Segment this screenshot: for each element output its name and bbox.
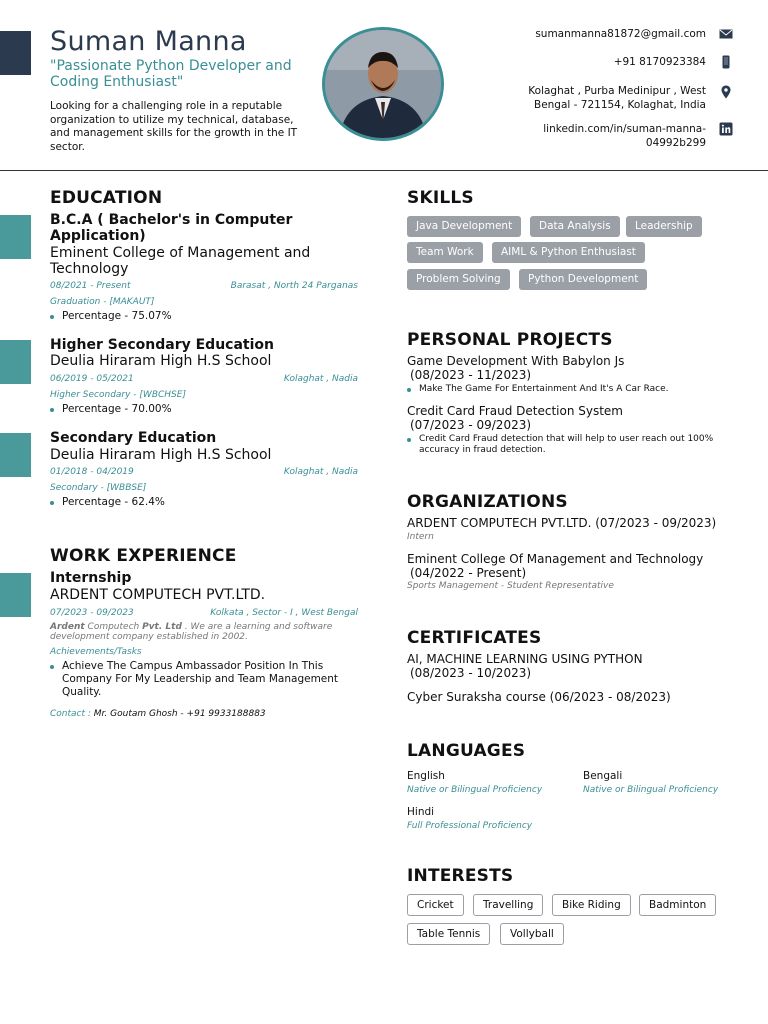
education-note: Secondary - [WBBSE] [50, 483, 147, 493]
education-accent-3 [0, 433, 31, 477]
interest-tag: Table Tennis [407, 923, 490, 945]
skill-tag: AIML & Python Enthusiast [492, 242, 645, 263]
skill-tag: Python Development [519, 269, 647, 290]
work-description [50, 622, 340, 642]
contact-phone[interactable]: +91 8170923384 [613, 56, 706, 68]
summary: Looking for a challenging role in a reputable organization to utilize my technical, database, and management skills for the growth in the IT sector. [50, 100, 298, 153]
project-detail: Make The Game For Entertainment And It's A Car Race. [407, 384, 737, 395]
candidate-name: Suman Manna [50, 26, 247, 57]
header-accent-bar [0, 31, 31, 75]
education-dates: 01/2018 - 04/2019 [50, 467, 134, 477]
work-location: Kolkata , Sector - I , West Bengal [210, 608, 358, 618]
interest-tag: Badminton [639, 894, 716, 916]
skills-title: SKILLS [407, 188, 474, 208]
work-contact-label: Contact : [50, 709, 94, 719]
phone-icon [719, 55, 733, 69]
certificates-title: CERTIFICATES [407, 628, 542, 648]
organization-line: Eminent College Of Management and Technology [407, 552, 704, 566]
education-detail: Percentage - 70.00% [50, 403, 172, 416]
organization-role: Intern [407, 532, 434, 542]
header-divider [0, 170, 768, 171]
work-contact-value: Mr. Goutam Ghosh - +91 9933188883 [93, 709, 266, 719]
organization-line: ARDENT COMPUTECH PVT.LTD. (07/2023 - 09/2023) [407, 516, 717, 530]
language-name: Hindi [407, 806, 435, 818]
work-title: WORK EXPERIENCE [50, 546, 237, 566]
interest-tag: Cricket [407, 894, 464, 916]
project-dates: (08/2023 - 11/2023) [410, 368, 532, 382]
skill-tag: Problem Solving [407, 269, 510, 290]
certificate-dates: (08/2023 - 10/2023) [410, 666, 532, 680]
education-institution: Eminent College of Management and Technology [50, 245, 311, 277]
skill-tag: Java Development [407, 216, 521, 237]
contact-linkedin[interactable]: linkedin.com/in/suman-manna-04992b299 [543, 123, 706, 149]
work-company: ARDENT COMPUTECH PVT.LTD. [50, 587, 266, 603]
work-achievements-label: Achievements/Tasks [50, 647, 142, 657]
skill-tag: Data Analysis [530, 216, 620, 237]
interest-tag: Vollyball [500, 923, 564, 945]
languages-title: LANGUAGES [407, 741, 526, 761]
work-desc-b: Computech [84, 622, 143, 632]
interest-tag: Travelling [473, 894, 543, 916]
project-name: Game Development With Babylon Js [407, 354, 625, 368]
profile-photo [322, 27, 444, 141]
skill-tag: Team Work [407, 242, 483, 263]
project-name: Credit Card Fraud Detection System [407, 404, 623, 418]
work-achievement: Achieve The Campus Ambassador Position In This Company For My Leadership and Team Management Quality. [50, 660, 345, 699]
education-dates: 08/2021 - Present [50, 281, 131, 291]
education-title: EDUCATION [50, 188, 163, 208]
education-location: Kolaghat , Nadia [283, 467, 358, 477]
skill-tag: Leadership [626, 216, 702, 237]
education-location: Barasat , North 24 Parganas [230, 281, 358, 291]
organization-dates: (04/2022 - Present) [410, 566, 527, 580]
language-level: Native or Bilingual Proficiency [583, 785, 719, 795]
organizations-title: ORGANIZATIONS [407, 492, 568, 512]
certificate-name: AI, MACHINE LEARNING USING PYTHON [407, 652, 643, 666]
contact-address: Kolaghat , Purba Medinipur , West Bengal - 721154, Kolaghat, India [528, 85, 706, 111]
language-level: Native or Bilingual Proficiency [407, 785, 543, 795]
education-accent-2 [0, 340, 31, 384]
language-level: Full Professional Proficiency [407, 821, 533, 831]
project-detail: Credit Card Fraud detection that will help to user reach out 100% accuracy in fraud detection. [407, 434, 737, 456]
language-name: English [407, 770, 445, 782]
education-detail: Percentage - 75.07% [50, 310, 172, 323]
work-desc-a: Ardent [50, 622, 85, 632]
tagline: "Passionate Python Developer and Coding Enthusiast" [50, 58, 292, 90]
certificate-name: Cyber Suraksha course (06/2023 - 08/2023) [407, 690, 671, 704]
education-institution: Deulia Hiraram High H.S School [50, 353, 272, 369]
location-icon [719, 85, 733, 99]
project-dates: (07/2023 - 09/2023) [410, 418, 532, 432]
work-accent [0, 573, 31, 617]
linkedin-icon [719, 122, 733, 136]
work-dates: 07/2023 - 09/2023 [50, 608, 134, 618]
education-note: Higher Secondary - [WBCHSE] [50, 390, 186, 400]
education-accent-1 [0, 215, 31, 259]
work-role: Internship [50, 570, 132, 586]
mail-icon [719, 27, 733, 41]
language-name: Bengali [583, 770, 623, 782]
interest-tag: Bike Riding [552, 894, 631, 916]
work-desc-c: Pvt. Ltd [142, 622, 182, 632]
contact-email[interactable]: sumanmanna81872@gmail.com [535, 28, 706, 40]
education-detail: Percentage - 62.4% [50, 496, 165, 509]
education-location: Kolaghat , Nadia [283, 374, 358, 384]
projects-title: PERSONAL PROJECTS [407, 330, 613, 350]
work-desc-d: . We are a learning and software development company established in 2002. [50, 622, 333, 642]
organization-role: Sports Management - Student Representative [407, 581, 614, 591]
education-degree: B.C.A ( Bachelor's in Computer Application) [50, 212, 293, 244]
education-note: Graduation - [MAKAUT] [50, 297, 155, 307]
work-contact [50, 709, 266, 719]
education-degree: Higher Secondary Education [50, 337, 274, 353]
education-institution: Deulia Hiraram High H.S School [50, 447, 272, 463]
education-dates: 06/2019 - 05/2021 [50, 374, 134, 384]
interests-title: INTERESTS [407, 866, 514, 886]
education-degree: Secondary Education [50, 430, 217, 446]
